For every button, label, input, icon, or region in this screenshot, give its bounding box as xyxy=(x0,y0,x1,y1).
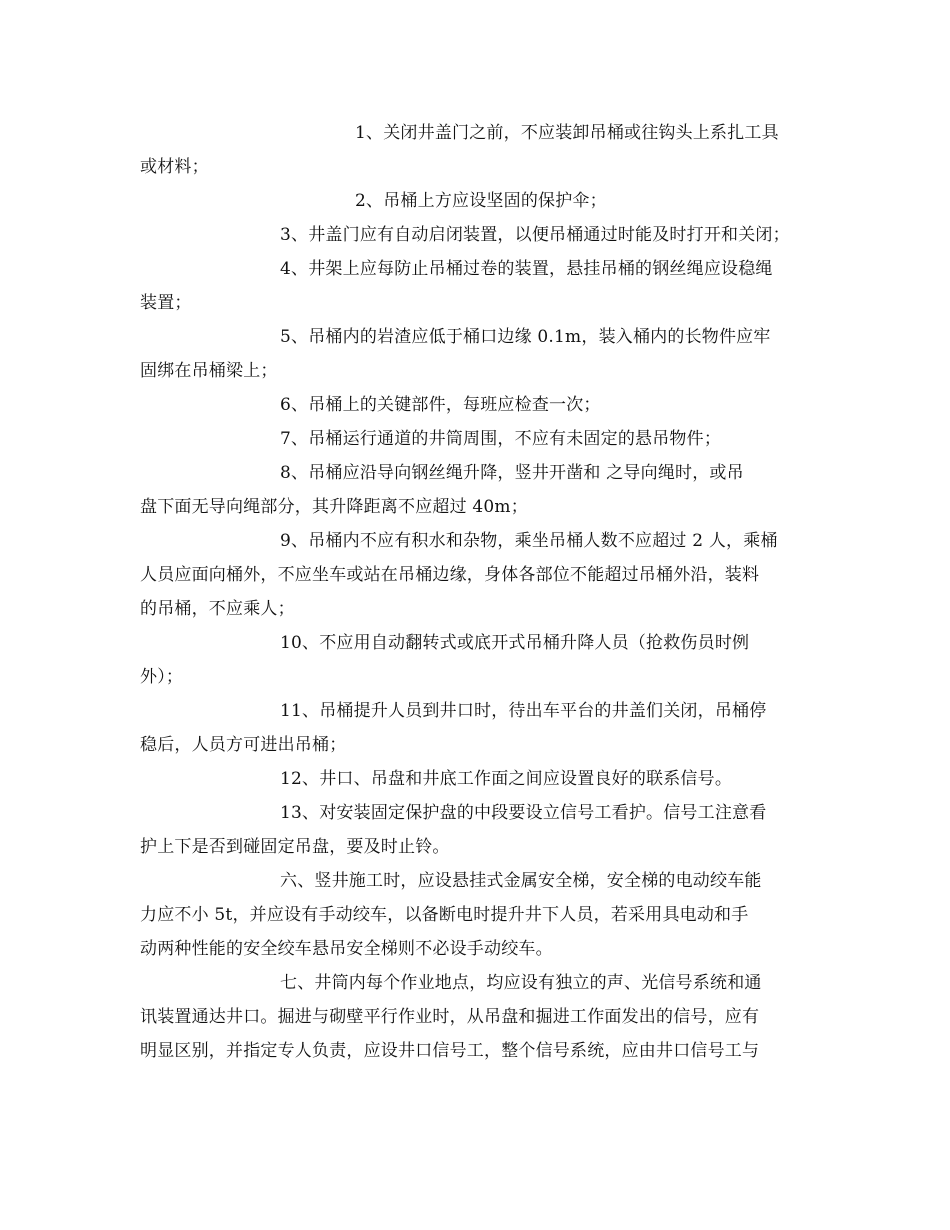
text-line: 稳后，人员方可进出吊桶； xyxy=(140,735,347,755)
text-line: 或材料； xyxy=(140,157,209,177)
text-line: 明显区别，并指定专人负责，应设井口信号工，整个信号系统，应由井口信号工与 xyxy=(140,1041,760,1061)
text-line: 讯装置通达井口。掘进与砌壁平行作业时，从吊盘和掘进工作面发出的信号，应有 xyxy=(140,1007,760,1027)
text-line: 的吊桶，不应乘人； xyxy=(140,599,295,619)
text-line: 护上下是否到碰固定吊盘，要及时止铃。 xyxy=(140,837,450,857)
text-line: 外）； xyxy=(140,667,184,687)
text-line: 固绑在吊桶梁上； xyxy=(140,361,278,381)
text-line: 8、吊桶应沿导向钢丝绳升降，竖井开凿和 之导向绳时，或吊 xyxy=(280,463,744,483)
text-line: 七、井筒内每个作业地点，均应设有独立的声、光信号系统和通 xyxy=(280,973,762,993)
text-line: 3、井盖门应有自动启闭装置，以便吊桶通过时能及时打开和关闭； xyxy=(280,225,790,245)
text-line: 2、吊桶上方应设坚固的保护伞； xyxy=(355,191,607,211)
text-line: 装置； xyxy=(140,293,192,313)
text-line: 力应不小 5t，并应设有手动绞车，以备断电时提升井下人员，若采用具电动和手 xyxy=(140,905,749,925)
text-line: 13、对安装固定保护盘的中段要设立信号工看护。信号工注意看 xyxy=(280,803,767,823)
text-line: 盘下面无导向绳部分，其升降距离不应超过 40m； xyxy=(140,497,528,517)
text-line: 1、关闭井盖门之前，不应装卸吊桶或往钩头上系扎工具 xyxy=(355,123,779,143)
text-line: 4、井架上应每防止吊桶过卷的装置，悬挂吊桶的钢丝绳应设稳绳 xyxy=(280,259,773,279)
text-line: 5、吊桶内的岩渣应低于桶口边缘 0.1m，装入桶内的长物件应牢 xyxy=(280,327,771,347)
text-line: 7、吊桶运行通道的井筒周围，不应有未固定的悬吊物件； xyxy=(280,429,722,449)
text-line: 10、不应用自动翻转式或底开式吊桶升降人员（抢救伤员时例 xyxy=(280,633,750,653)
text-line: 6、吊桶上的关键部件，每班应检查一次； xyxy=(280,395,601,415)
text-line: 11、吊桶提升人员到井口时，待出车平台的井盖们关闭，吊桶停 xyxy=(280,701,767,721)
text-line: 9、吊桶内不应有积水和杂物，乘坐吊桶人数不应超过 2 人，乘桶 xyxy=(280,531,778,551)
text-line: 动两种性能的安全绞车悬吊安全梯则不必设手动绞车。 xyxy=(140,939,553,959)
text-line: 六、竖井施工时，应设悬挂式金属安全梯，安全梯的电动绞车能 xyxy=(280,871,762,891)
text-line: 12、井口、吊盘和井底工作面之间应设置良好的联系信号。 xyxy=(280,769,733,789)
text-line: 人员应面向桶外，不应坐车或站在吊桶边缘，身体各部位不能超过吊桶外沿，装料 xyxy=(140,565,760,585)
